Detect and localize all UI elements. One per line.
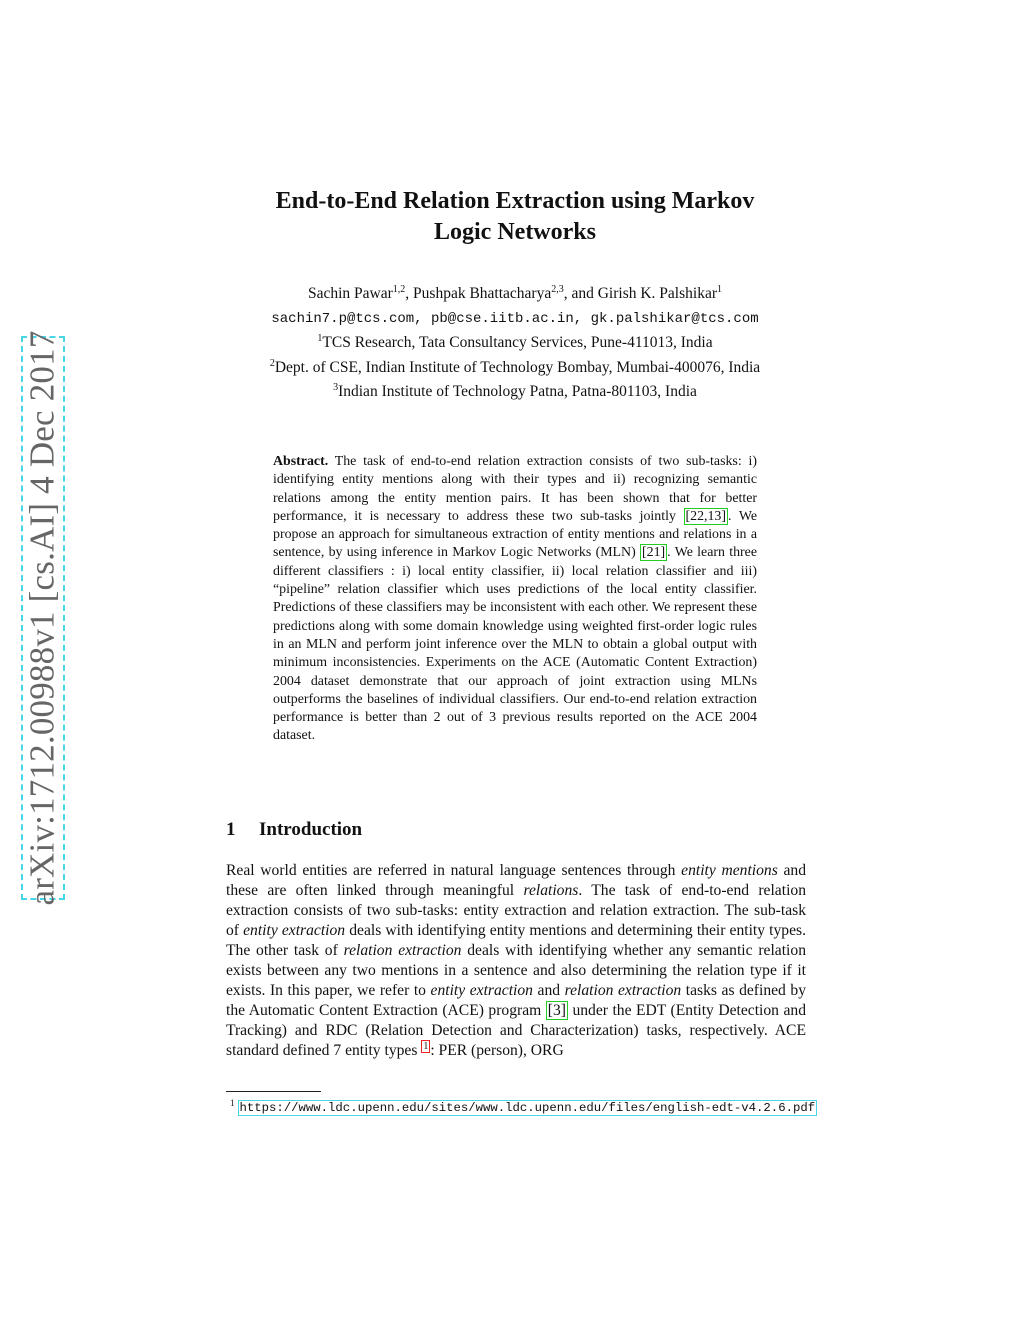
abstract-text: . We propose an approach for simultaneous extraction of entity mentions and relations in a sentence, by using inference in Markov Logic Networks (MLN) (273, 508, 758, 561)
author-affiliation-sup: 1,2 (392, 283, 406, 295)
body-emphasis: relation extraction (343, 942, 462, 959)
body-emphasis: entity extraction (430, 982, 533, 999)
intro-paragraph (226, 861, 806, 1061)
author-name: Girish K. Palshikar (597, 285, 717, 302)
footnote (230, 1095, 870, 1116)
body-text: : PER (person), ORG (430, 1042, 564, 1059)
body-emphasis: relations (523, 882, 579, 899)
body-emphasis: relation extraction (564, 982, 682, 999)
affiliation-text: TCS Research, Tata Consultancy Services, Pune-411013, India (322, 334, 713, 351)
affiliation-sup: 3 (333, 381, 339, 393)
affiliation-text: Dept. of CSE, Indian Institute of Technology Bombay, Mumbai-400076, India (274, 359, 761, 376)
affiliation-sup: 1 (317, 332, 323, 344)
arxiv-id: arXiv:1712.00988v1 [cs.AI] 4 Dec 2017 (23, 330, 62, 906)
affiliation (180, 358, 850, 378)
section-title: Introduction (259, 819, 363, 840)
abstract-label: Abstract. (273, 454, 329, 469)
footnote-divider (226, 1091, 321, 1092)
body-text: and these are often linked through meaningful (226, 862, 807, 899)
affiliation-text: Indian Institute of Technology Patna, Patna-801103, India (338, 383, 697, 400)
body-text: Real world entities are referred in natural language sentences through (226, 862, 682, 879)
title-line-2: Logic Networks (434, 219, 596, 245)
section-number: 1 (226, 819, 236, 840)
author-name: Sachin Pawar (308, 285, 393, 302)
abstract-text: . We learn three different classifiers : i) local entity classifier, ii) local relation classifier and iii) “pipeline” relation classifier which uses predictions of the local entity classifier. Predictions of these classifiers may be inconsistent with each other. We represent these predictions along with some domain knowledge using weighted first-order logic rules in an MLN and perform joint inference over the MLN to obtain a global output with minimum inconsistencies. Experiments on the ACE (Automatic Content Extraction) 2004 dataset demonstrate that our approach of joint extraction using MLNs outperforms the baselines of individual classifiers. Our end-to-end relation extraction performance is better than 2 out of 3 previous results reported on the ACE 2004 dataset. (273, 545, 757, 744)
footnote-mark: 1 (230, 1098, 235, 1108)
body-text: . The task of end-to-end relation extraction consists of two sub-tasks: entity extraction and relation extraction. The sub-task of (226, 882, 806, 939)
body-emphasis: entity mentions (681, 862, 778, 879)
author-emails: sachin7.p@tcs.com, pb@cse.iitb.ac.in, gk.palshikar@tcs.com (271, 311, 759, 327)
affiliation (180, 333, 850, 353)
body-text: under the EDT (Entity Detection and Tracking) and RDC (Relation Detection and Characterization) tasks, respectively. ACE standard defined 7 entity types (226, 1002, 806, 1059)
author-separator: , (405, 285, 414, 302)
author-affiliation-sup: 2,3 (551, 283, 564, 295)
body-text: tasks as defined by the Automatic Content Extraction (ACE) program (226, 982, 807, 1019)
footnote-url-link[interactable]: https://www.ldc.upenn.edu/sites/www.ldc.upenn.edu/files/english-edt-v4.2.6.pdf (239, 1101, 816, 1115)
paper-title (200, 186, 830, 248)
affiliation (180, 382, 850, 402)
author-separator: , and (563, 285, 598, 302)
body-emphasis: entity extraction (243, 922, 346, 939)
section-heading (226, 818, 806, 842)
citation-link[interactable]: [21] (642, 545, 666, 561)
body-text: deals with identifying entity mentions and determining their entity types. The other task of (226, 922, 806, 959)
citation-link[interactable]: [3] (547, 1002, 566, 1019)
affiliation-sup: 2 (269, 357, 275, 369)
arxiv-stamp[interactable] (21, 330, 65, 906)
abstract-text: The task of end-to-end relation extraction consists of two sub-tasks: i) identifying entity mentions along with their types and ii) recognizing semantic relations among the entity mention pairs. It has been shown that for better performance, it is necessary to address these two sub-tasks jointly (273, 454, 757, 524)
title-line-1: End-to-End Relation Extraction using Markov (275, 188, 755, 214)
author-name: Pushpak Bhattacharya (413, 285, 552, 302)
abstract (273, 453, 757, 746)
footnote-ref-link[interactable]: 1 (423, 1040, 429, 1052)
author-affiliation-sup: 1 (717, 283, 722, 295)
citation-link[interactable]: [22,13] (685, 508, 727, 524)
author-list (180, 284, 850, 304)
body-text: and (532, 982, 565, 999)
body-text: deals with identifying whether any semantic relation exists between any two mentions in a sentence and also determining the relation type if it exists. In this paper, we refer to (226, 942, 806, 999)
